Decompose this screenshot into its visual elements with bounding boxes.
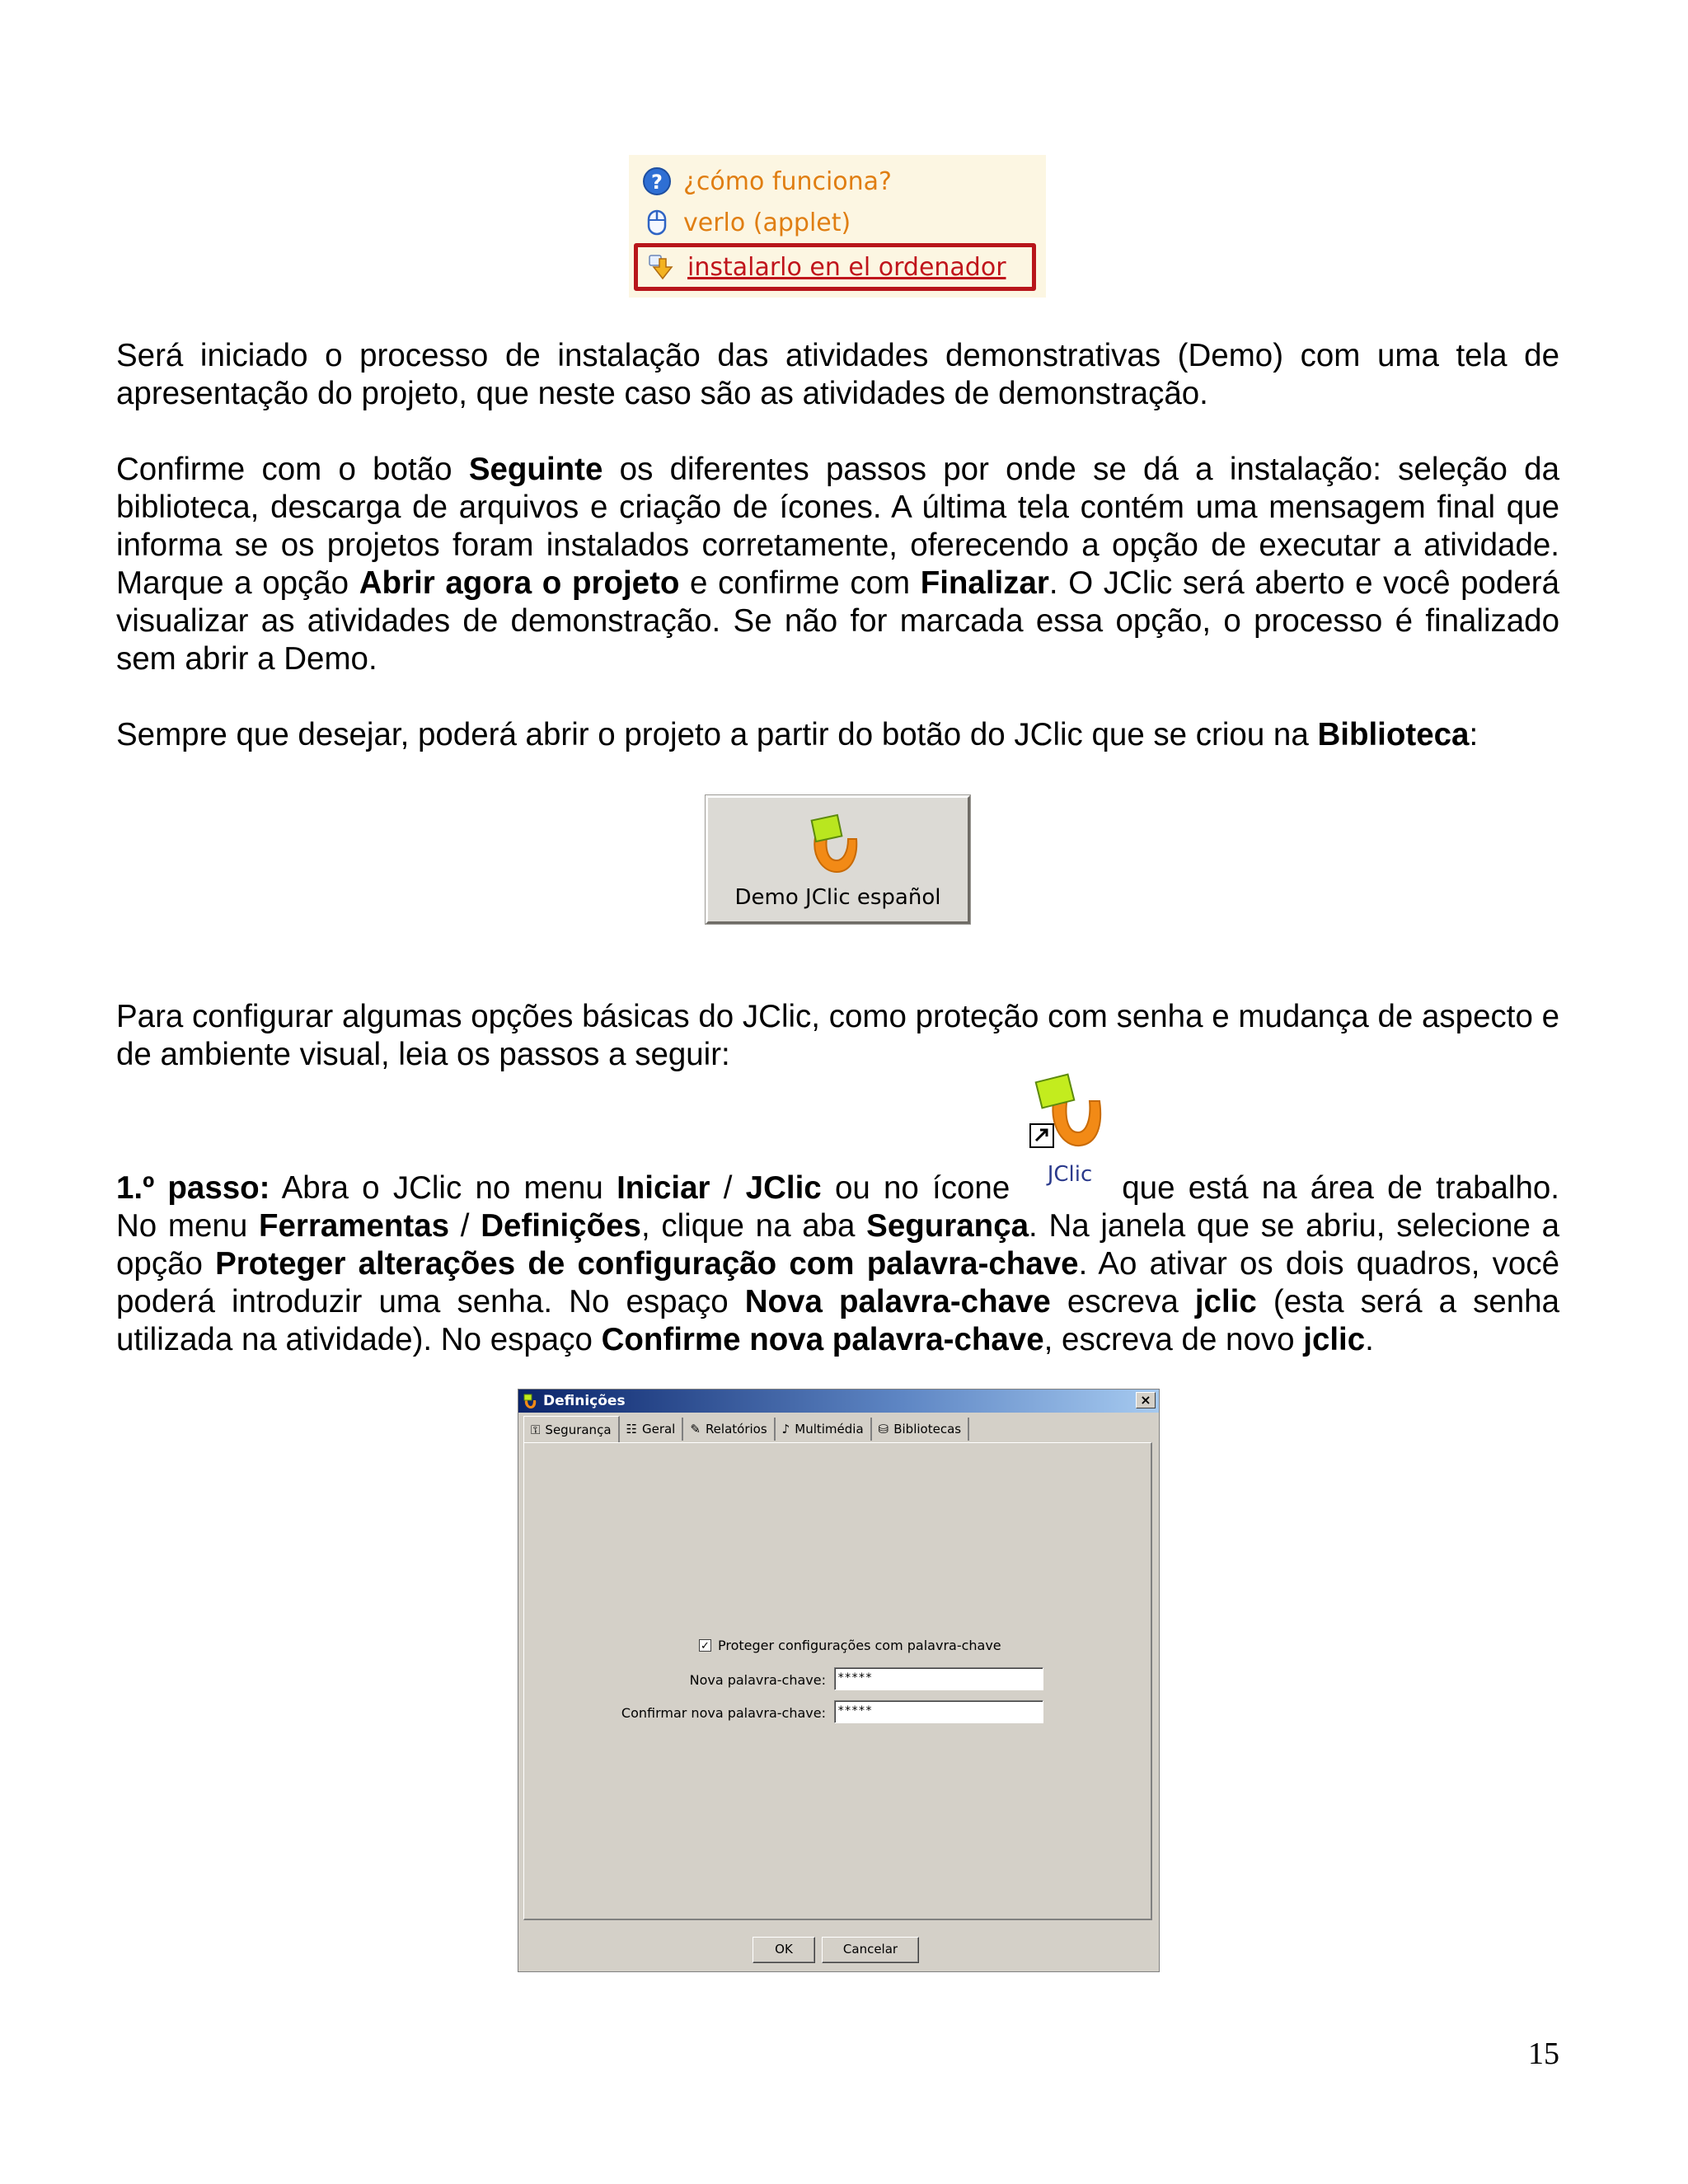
paragraph-intro: Será iniciado o processo de instalação das atividades demonstrativas (Demo) com uma tela de apresentação do projeto, que neste caso são as atividades de demonstração. xyxy=(116,338,1559,411)
confirm-password-field[interactable]: ***** xyxy=(834,1700,1043,1723)
dialog-tabs xyxy=(523,1418,969,1442)
tab-bibliotecas[interactable]: ⛁ Bibliotecas xyxy=(872,1418,969,1441)
term-nova-palavra: Nova palavra-chave xyxy=(744,1284,1051,1319)
page-number: 15 xyxy=(1528,2036,1559,2071)
tab-multimedia[interactable]: ♪ Multimédia xyxy=(776,1418,872,1441)
link-view-applet[interactable] xyxy=(642,204,851,241)
protect-settings-option[interactable] xyxy=(699,1638,1001,1653)
database-icon: ⛁ xyxy=(878,1422,889,1436)
settings-list-icon: ☷ xyxy=(626,1422,637,1436)
help-icon xyxy=(642,166,672,196)
definicoes-dialog xyxy=(518,1389,1160,1972)
term-confirme: Confirme nova palavra-chave xyxy=(601,1322,1044,1357)
term-biblioteca: Biblioteca xyxy=(1317,717,1470,752)
tab-relatorios[interactable]: ✎ Relatórios xyxy=(683,1418,775,1441)
term-abrir-agora: Abrir agora o projeto xyxy=(359,565,680,601)
paragraph-install-steps: Confirme com o botão Seguinte os diferentes passos por onde se dá a instalação: seleção da biblioteca, descarga de arquivos e criação de ícones. A última tela contém uma mensagem final que informa se os projetos foram instalados corretamente, oferecendo a opção de executar a atividade. Marque a opção Abrir agora o projeto e confirme com Finalizar. O JClic será aberto e você poderá visualizar as atividades de demonstração. Se não for marcada essa opção, o processo é finalizado sem abrir a Demo. xyxy=(116,452,1559,677)
mouse-icon xyxy=(642,208,672,237)
report-icon: ✎ xyxy=(690,1422,701,1436)
link-install[interactable] xyxy=(634,243,1036,291)
term-seguranca: Segurança xyxy=(866,1208,1029,1244)
confirm-password-label: Confirmar nova palavra-chave: xyxy=(621,1705,826,1721)
term-iniciar: Iniciar xyxy=(617,1170,710,1206)
security-panel xyxy=(523,1442,1152,1920)
tab-seguranca[interactable]: ⚿ Segurança xyxy=(523,1416,620,1442)
protect-settings-checkbox[interactable]: ✓ xyxy=(699,1639,711,1652)
step-heading: 1.º passo: xyxy=(116,1170,270,1206)
svg-text:?: ? xyxy=(651,171,663,194)
cancel-button[interactable]: Cancelar xyxy=(822,1937,919,1963)
speaker-icon: ♪ xyxy=(781,1422,790,1436)
new-password-field[interactable]: ***** xyxy=(834,1667,1043,1690)
paragraph-library: Sempre que desejar, poderá abrir o projeto a partir do botão do JClic que se criou na Biblioteca: xyxy=(116,717,1479,752)
close-icon: × xyxy=(1140,1392,1151,1408)
new-password-label: Nova palavra-chave: xyxy=(689,1672,826,1688)
term-seguinte: Seguinte xyxy=(468,452,603,487)
link-view-applet-label: verlo (applet) xyxy=(683,208,851,237)
protect-settings-label: Proteger configurações com palavra-chave xyxy=(718,1638,1001,1653)
term-ferramentas: Ferramentas xyxy=(258,1208,450,1244)
paragraph-configure: Para configurar algumas opções básicas do JClic, como proteção com senha e mudança de aspecto e de ambiente visual, leia os passos a seguir: xyxy=(116,999,1559,1072)
term-jclic: JClic xyxy=(745,1170,822,1206)
term-jclic-password-2: jclic xyxy=(1303,1322,1366,1357)
paragraph-step-one: 1.º passo: Abra o JClic no menu Iniciar / JClic ou no ícone que está na área de trabalho. No menu Ferramentas / Definições, clique na aba Segurança. Na janela que se abriu, selecione a opção Proteger alterações de configuração com palavra-chave. Ao ativar os dois quadros, você poderá introduzir uma senha. No espaço Nova palavra-chave escreva jclic (esta será a senha utilizada na atividade). No espaço Confirme nova palavra-chave, escreva de novo jclic. xyxy=(116,1170,1560,1357)
link-install-label: instalarlo en el ordenador xyxy=(687,252,1006,282)
term-definicoes: Definições xyxy=(481,1208,641,1244)
dialog-titlebar[interactable] xyxy=(518,1390,1159,1413)
jclic-desktop-icon xyxy=(1029,1071,1111,1154)
link-how-it-works[interactable] xyxy=(642,163,892,199)
download-arrow-icon xyxy=(646,252,676,282)
demo-jclic-button[interactable] xyxy=(706,795,970,924)
link-how-it-works-label: ¿cómo funciona? xyxy=(683,166,892,196)
ok-button[interactable]: OK xyxy=(753,1937,815,1963)
term-jclic-password: jclic xyxy=(1194,1284,1257,1319)
jclic-logo-icon xyxy=(804,806,866,877)
install-options-box xyxy=(629,155,1046,298)
close-button[interactable] xyxy=(1136,1392,1156,1408)
demo-jclic-label: Demo JClic español xyxy=(734,885,941,910)
term-proteger: Proteger alterações de configuração com palavra-chave xyxy=(215,1246,1079,1282)
key-icon: ⚿ xyxy=(531,1422,541,1437)
tab-geral[interactable]: ☷ Geral xyxy=(620,1418,684,1441)
jclic-desktop-label: JClic xyxy=(1047,1162,1093,1187)
jclic-small-icon xyxy=(522,1393,538,1409)
dialog-title: Definições xyxy=(543,1393,626,1409)
term-finalizar: Finalizar xyxy=(920,565,1049,601)
